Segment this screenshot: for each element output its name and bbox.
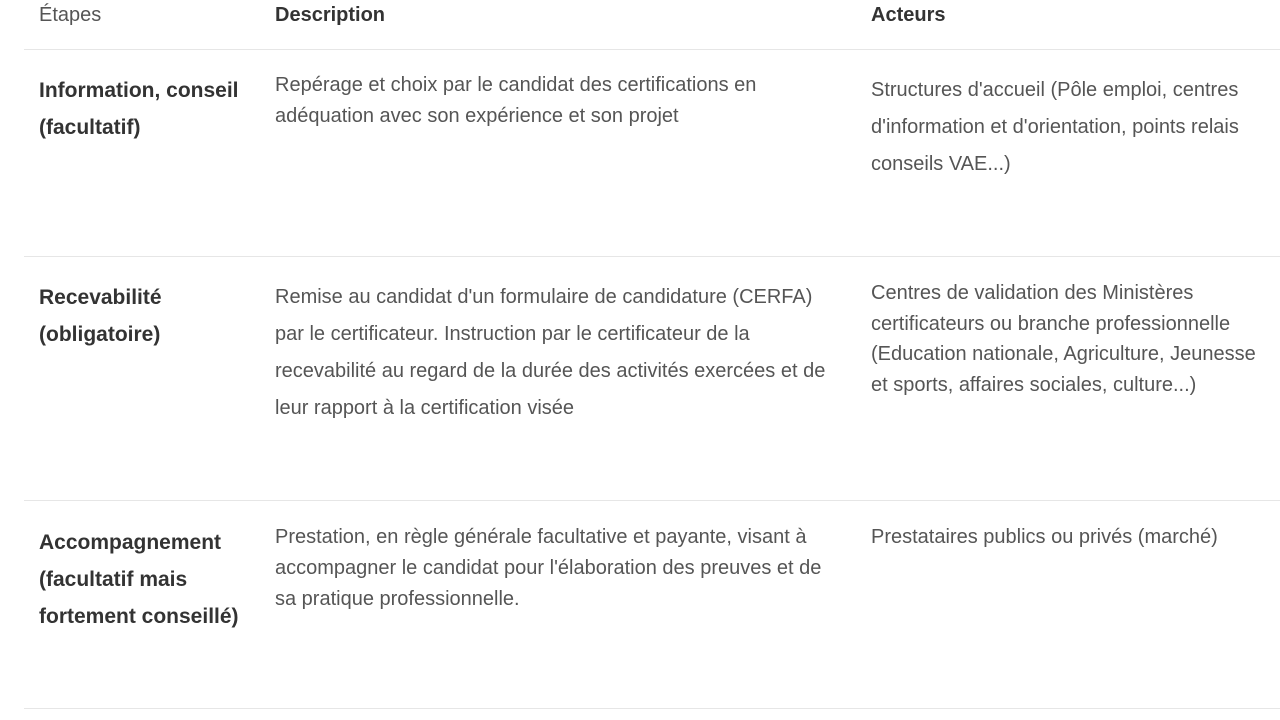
table-header-row (24, 0, 1280, 50)
actors-cell: Prestataires publics ou privés (marché) (871, 526, 1218, 548)
description-cell: Remise au candidat d'un formulaire de candidature (CERFA) par le certificateur. Instruction par le certificateur de la recevabilité au regard de la durée des activités exercées et de leur rapport à la certification visée (275, 286, 826, 419)
description-cell: Repérage et choix par le candidat des certifications en adéquation avec son expérience et son projet (275, 74, 757, 127)
stage-cell: Information, conseil (facultatif) (39, 79, 239, 139)
description-cell: Prestation, en règle générale facultative et payante, visant à accompagner le candidat pour l'élaboration des preuves et de sa pratique professionnelle. (275, 526, 822, 610)
stage-cell: Accompagnement (facultatif mais fortement conseillé) (39, 531, 239, 628)
table-row (24, 257, 1280, 501)
actors-cell: Centres de validation des Ministères certificateurs ou branche professionnelle (Education nationale, Agriculture, Jeunesse et sports, affaires sociales, culture...) (871, 282, 1256, 396)
table-row (24, 50, 1280, 257)
actors-cell: Structures d'accueil (Pôle emploi, centres d'information et d'orientation, points relais conseils VAE...) (871, 79, 1239, 175)
header-description: Description (275, 4, 386, 26)
header-stages: Étapes (39, 4, 102, 26)
vae-steps-table (24, 0, 1280, 709)
table-row (24, 501, 1280, 709)
stage-cell: Recevabilité (obligatoire) (39, 286, 162, 346)
header-actors: Acteurs (871, 4, 946, 26)
